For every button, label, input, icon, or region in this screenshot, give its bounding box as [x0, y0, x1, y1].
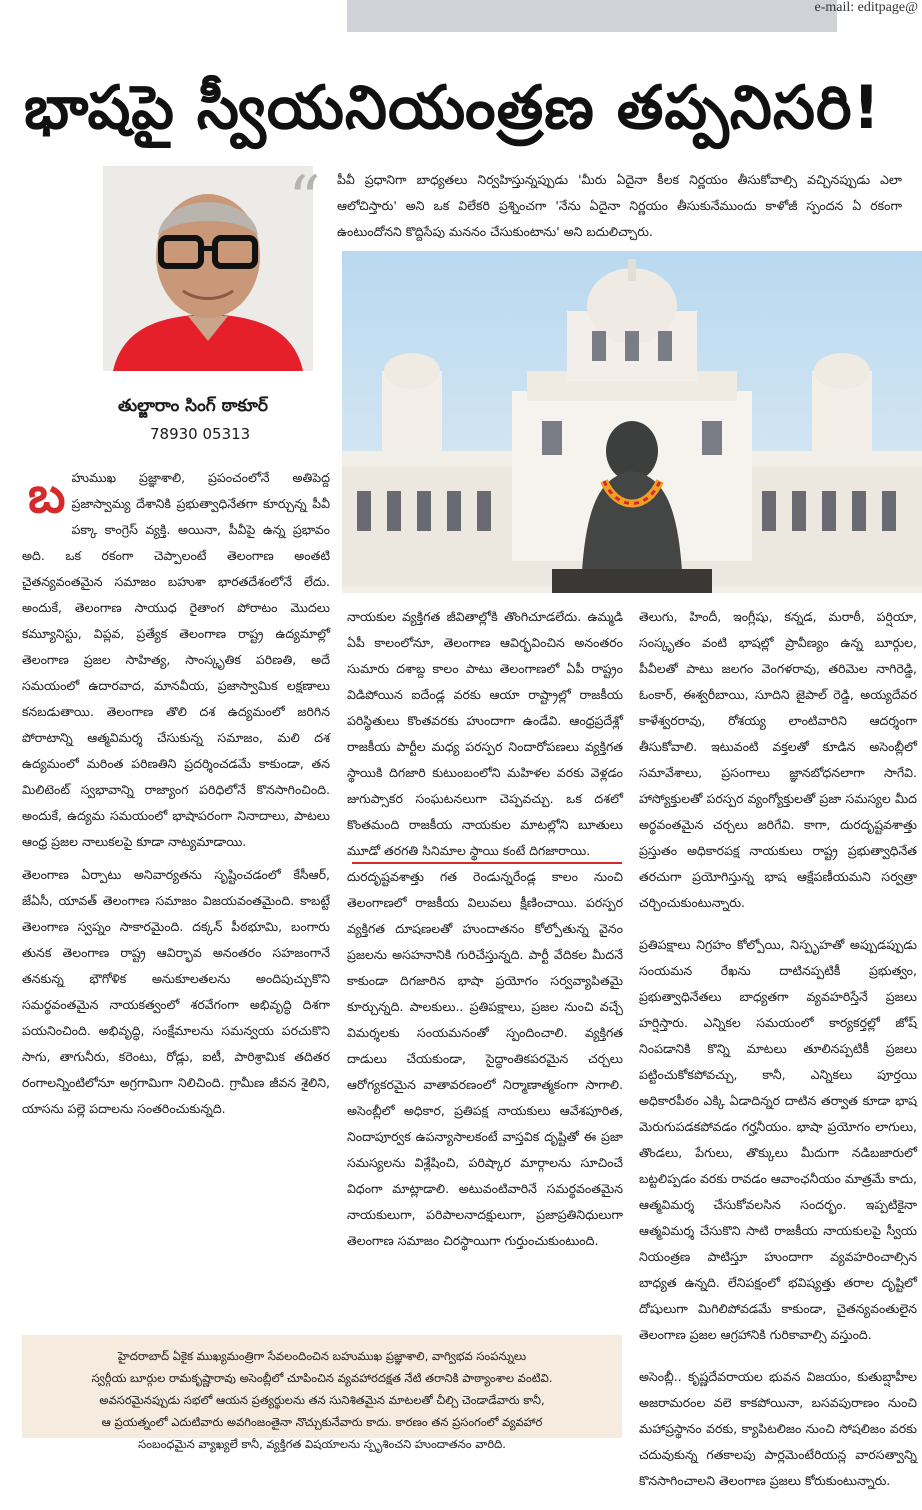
author-phone: 78930 05313	[150, 425, 251, 443]
article-column-2	[347, 604, 623, 876]
highlight-line: సంబంధమైన వ్యాఖ్యలే కానీ, వ్యక్తిగత విషయాలను స్పృశించని హుందాతనం వారిది.	[138, 1437, 506, 1451]
paragraph: అసెంబ్లీ.. కృష్ణదేవరాయల భువన విజయం, కుతుబ్షాహీల అజరామరంల వలె కాకపోయినా, బసవపురాణం నుంచి మహాప్రస్థానం వరకు, క్యాపిటలిజం నుంచి సోషలిజం వరకు చదువుకున్న గతకాలపు పార్లమెంటేరియన్ల వారసత్వాన్ని కొనసాగించాలని తెలంగాణ ప్రజలు కోరుకుంటున్నారు.	[639, 1369, 917, 1488]
article-headline: భాషపై స్వీయనియంత్రణ తప్పనిసరి!	[24, 73, 881, 143]
paragraph: హుముఖ ప్రజ్ఞాశాలి, ప్రపంచంలోనే అతిపెద్ద ప్రజాస్వామ్య దేశానికి ప్రభుత్వాధినేతగా కూర్చున్న పీవీ పక్కా కాంగ్రెస్ వ్యక్తి. అయినా, పీవీపై ఉన్న ప్రభావం అది. ఒక రకంగా చెప్పాలంటే తెలంగాణ అంతటి చైతన్యవంతమైన సమాజం బహుశా భారతదేశంలోనే లేదు. అందుకే, తెలంగాణ సాయుధ రైతాంగ పోరాటం మొదలు కమ్యూనిస్టు, విప్లవ, ప్రత్యేక తెలంగాణ రాష్ట్ర ఉద్యమాల్లో తెలంగాణ ప్రజల సాహిత్య, సాంస్కృతిక పరిణతి, అదే సమయంలో ఉదారవాద, మానవీయ, ప్రజాస్వామిక లక్షణాలు కనబడుతాయి. తెలంగాణ తొలి దశ ఉద్యమంలో జరిగిన పోరాటాన్ని ఆత్మవిమర్శ చేసుకున్న సమాజం, మలి దశ ఉద్యమంలో మరింత పరిణతిని ప్రదర్శించడమే కాకుండా, తన మిలిటెంట్ స్వభావాన్ని రాజ్యాంగ పరిధిలోనే కొనసాగించింది. అందుకే, ఉద్యమ సమయంలో భాషాపరంగా నినాదాలు, పాటలు ఆంధ్ర ప్రజల నాలుకలపై కూడా నాట్యమాడాయి.	[22, 470, 330, 849]
assembly-photo	[342, 251, 922, 593]
paragraph: ప్రతిపక్షాలు నిగ్రహం కోల్పోయి, నిస్పృహతో అప్పుడప్పుడు సంయమన రేఖను దాటినప్పటికీ ప్రభుత్వం, ప్రభుత్వాధినేతలు బాధ్యతగా వ్యవహరిస్తేనే ప్రజలు హర్షిస్తారు. ఎన్నికల సమయంలో కార్యకర్తల్లో జోష్ నింపడానికి కొన్ని మాటలు తూలినప్పటికీ ప్రజలు పట్టించుకోకపోవచ్చు, కానీ, ఎన్నికలు పూర్తయి అధికారపీఠం ఎక్కి ఏడాదిన్నర దాటిన తర్వాత కూడా భాష మెరుగుపడకపోవడం గర్హనీయం. భాషా ప్రయోగం లాగులు, తొండలు, పేగులు, తొక్కులు మీదుగా నడిబజారులో బట్టలిప్పడం వరకు రావడం ఆవాంఛనీయం మాత్రమే కాదు, ఆత్మవిమర్శ చేసుకోవలసిన సందర్భం. ఇప్పటికైనా ఆత్మవిమర్శ చేసుకొని సాటి రాజకీయ నాయకులపై స్వీయ నియంత్రణ పాటిస్తూ హుందాగా వ్యవహరించాల్సిన బాధ్యత ఉన్నది. లేనిపక్షంలో భవిష్యత్తు తరాల దృష్టిలో దోషులుగా మిగిలిపోవడమే కాకుండా, చైతన్యవంతులైన తెలంగాణ ప్రజల ఆగ్రహానికి గురికావాల్సి వస్తుంది.	[639, 937, 917, 1342]
article-column-1	[22, 465, 330, 867]
paragraph: దురదృష్టవశాత్తు గత రెండున్నరేండ్ల కాలం నుంచి తెలంగాణలో రాజకీయ విలువలు క్షీణించాయి. పరస్పర వ్యక్తిగత దూషణలతో హుందాతనం కోల్పోతున్న వైనం ప్రజలను అసహనానికి గురిచేస్తున్నది. పార్టీ వేదికల మీదనే కాకుండా దిగజారిన భాషా ప్రయోగం సర్వవ్యాపితమై కూర్చున్నది. పాలకులు.. ప్రతిపక్షాలు, ప్రజల నుంచి వచ్చే విమర్శలకు సంయమనంతో స్పందించాలి. వ్యక్తిగత దాడులు చేయకుండా, సైద్ధాంతికపరమైన చర్చలు ఆరోగ్యకరమైన వాతావరణంలో నిర్మాణాత్మకంగా సాగాలి. అసెంబ్లీలో అధికార, ప్రతిపక్ష నాయకులు ఆవేశపూరిత, నిందాపూర్వక ఉపన్యాసాలకంటే వాస్తవిక దృష్టితో ఈ ప్రజా సమస్యలను విశ్లేషించి, పరిష్కార మార్గాలను సూచించే విధంగా మాట్లాడాలి. అటువంటివారినే సమర్థవంతమైన నాయకులుగా, పరిపాలనాదక్షులుగా, ప్రజాప్రతినిధులుగా తెలంగాణ సమాజం చిరస్థాయిగా గుర్తుంచుకుంటుంది.	[347, 869, 623, 1248]
drop-cap: బ	[28, 466, 66, 524]
email-label: e-mail: editpage@	[814, 0, 918, 15]
highlight-line: హైదరాబాద్ ఏకైక ముఖ్యమంత్రిగా సేవలందించిన బహుముఖ ప్రజ్ఞాశాలి, వాగ్విభవ సంపన్నులు	[117, 1349, 527, 1363]
article-column-1-lower	[22, 862, 330, 1134]
header-bar	[347, 0, 837, 32]
author-name: తుల్జారాం సింగ్ ఠాకూర్	[118, 396, 268, 416]
paragraph: తెలంగాణ ఏర్పాటు అనివార్యతను సృష్టించడంలో కేసీఆర్, జేఏసీ, యావత్ తెలంగాణ సమాజం విజయవంతమైంది. కాబట్టే తెలంగాణ స్వప్నం సాకారమైంది. దక్కన్ పీఠభూమి, బంగారు తునక తెలంగాణ రాష్ట్ర ఆవిర్భావ అనంతరం సహజంగానే తనకున్న భౌగోళిక అనుకూలతలను అందిపుచ్చుకొని సమర్థవంతమైన నాయకత్వంలో శరవేగంగా అభివృద్ధి దిశగా పయనించింది. అభివృద్ధి, సంక్షేమాలను సమన్వయ పరచుకొని సాగు, తాగునీరు, కరెంటు, రోడ్లు, ఐటీ, పారిశ్రామిక తదితర రంగాలన్నింటిలోనూ అగ్రగామిగా నిలిచింది. గ్రామీణ జీవన శైలిని, యాసను పల్లె పదాలను సంతరించుకున్నది.	[22, 867, 330, 1116]
intro-quote: పీవీ ప్రధానిగా బాధ్యతలు నిర్వహిస్తున్నప్పుడు 'మీరు ఏదైనా కీలక నిర్ణయం తీసుకోవాల్సి వచ్చినప్పుడు ఎలా ఆలోచిస్తారు' అని ఒక విలేకరి ప్రశ్నించగా 'నేను ఏదైనా నిర్ణయం తీసుకునేముందు కాళోజీ స్పందన ఏ రకంగా ఉంటుందోనని కొద్దిసేపు మననం చేసుకుంటాను' అని బదులిచ్చారు.	[337, 172, 902, 239]
highlight-line: ఆ ప్రయత్నంలో ఎదుటివారు అవగింజంతైనా నొచ్చుకునేవారు కాదు. కారణం తన ప్రసంగంలో వ్యవహార	[101, 1415, 543, 1429]
quote-icon: “	[288, 163, 321, 237]
highlight-box	[22, 1335, 622, 1451]
author-photo	[103, 166, 313, 371]
paragraph: తెలుగు, హిందీ, ఇంగ్లీషు, కన్నడ, మరాఠీ, పర్షియా, సంస్కృతం వంటి భాషల్లో ప్రావీణ్యం ఉన్న బూర్గుల, పీవీలతో పాటు జలగం వెంగళరావు, తరిమెల నాగిరెడ్డి, ఓంకార్, ఈశ్వరీబాయి, సూదిని జైపాల్ రెడ్డి, అయ్యదేవర కాళేశ్వరరావు, రోశయ్య లాంటివారిని ఆదర్శంగా తీసుకోవాలి. ఇటువంటి వక్తలతో కూడిన అసెంబ్లీలో సమావేశాలు, ప్రసంగాలు జ్ఞానబోధనలాగా సాగేవి. హాస్యోక్తులతో పరస్పర వ్యంగ్యోక్తులతో ప్రజా సమస్యల మీద అర్థవంతమైన చర్చలు జరిగేవి. కాగా, దురదృష్టవశాత్తు ప్రస్తుతం అధికారపక్ష నాయకులు రాష్ట్ర ప్రభుత్వాధినేత తరచుగా ప్రయోగిస్తున్న భాష ఆక్షేపణీయమని సర్వత్రా చర్చించుకుంటున్నారు.	[639, 609, 917, 910]
article-column-3	[639, 604, 917, 1510]
highlight-line: స్వర్గీయ బూర్గుల రామకృష్ణారావు అసెంబ్లీలో చూపించిన వ్యవహారదక్షత నేటి తరానికి పాఠ్యాంశాల వంటివి.	[91, 1371, 553, 1385]
paragraph: నాయకుల వ్యక్తిగత జీవితాల్లోకి తొంగిచూడలేదు. ఉమ్మడి ఏపీ కాలంలోనూ, తెలంగాణ ఆవిర్భవించిన అనంతరం సుమారు దశాబ్ద కాలం పాటు తెలంగాణలో ఏపీ రాష్ట్రం విడిపోయిన ఐదేండ్ల వరకు ఆయా రాష్ట్రాల్లో రాజకీయ పరిస్థితులు కొంతవరకు హుందాగా ఉండేవి. ఆంధ్రప్రదేశ్లో రాజకీయ పార్టీల మధ్య పరస్పర నిందారోపణలు వ్యక్తిగత స్థాయికి దిగజారి కుటుంబంలోని మహిళల వరకు వెళ్లడం జుగుప్సాకర సంఘటనలుగా చెప్పవచ్చు. ఒక దశలో కొంతమంది రాజకీయ నాయకుల మాటల్లోని బూతులు మూడో తరగతి సినిమాల స్థాయి కంటే దిగజారాయి.	[347, 609, 623, 858]
highlight-line: అవసరమైనప్పుడు సభలో ఆయన ప్రత్యర్థులను తన సునిశితమైన మాటలతో చీల్చి చెండాడేవారు కానీ,	[99, 1393, 545, 1407]
article-column-2-lower	[347, 864, 623, 1266]
